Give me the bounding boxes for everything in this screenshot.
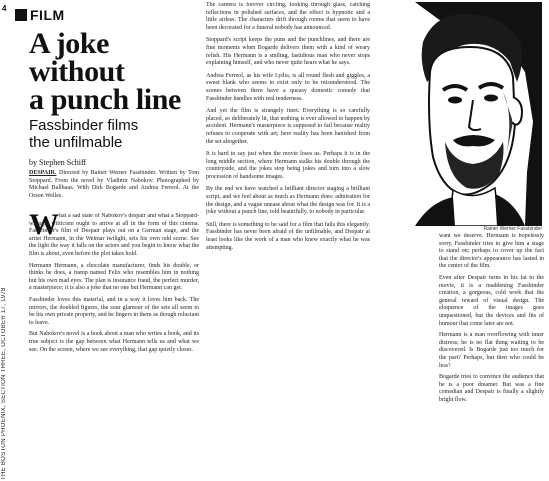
paragraph: It is hard to say just when the movie loses us. Perhaps it is in the long middle section, where Hermann stalks his double through the countryside, and the jokes stop being jokes and turn into a slow procession of handsome images. <box>206 151 370 180</box>
paragraph: Hermann Hermann, a chocolate manufacturer, finds his double, or thinks he does, a tramp named Felix who resembles him in nothing but his own mad eyes. The plan is insurance fraud, the perfect murder, a masterpiece; it is also a joke that no one but Hermann can get. <box>29 262 199 292</box>
film-credits <box>29 170 199 210</box>
paragraph: But Nabokov's novel is a book about a man who writes a book, and its true subject is the gap between what Hermann tells us and what we see. On the screen, where we see everything, that gap quietly closes. <box>29 331 199 353</box>
paragraph: Even after Despair turns in his fat to the movie, it is a maddening Fassbinder creation, a gorgeous, cold work that the general reward of visual design. The eloquence of the images goes unquestioned, but the devices and fits of humour that come later are not. <box>439 274 544 327</box>
deck-line-1: Fassbinder films <box>29 117 139 134</box>
paragraph: hat a sad state of Nabokov's despair and what a Stoppard-wrought witticism ought to arrive at all in the form of this cinema. Fassbinder's film of Despair plays out on a German stage, and the artist Hermann, in the Weimar twilight, sets his own odd scene. See the light the way it falls on the actors and you begin to know what the film is about, even before the plot takes hold. <box>29 213 199 257</box>
paragraph: want we deserve. Hermann is hopelessly sorry, Fassbinder tries to give him a stage to stand on; perhaps to cover up the fact that the director's appearance has lasted in the center of the film. <box>439 233 544 270</box>
paragraph: By the end we have watched a brilliant director staging a brilliant script, and we feel about as much as Hermann does: admiration for the design, and a vague unease about what the design was for. It is a joke without a punch line, told beautifully, to nobody in particular. <box>206 186 370 216</box>
deck <box>29 117 199 151</box>
credits-title: DESPAIR. <box>29 170 57 176</box>
paragraph: Fassbinder loves this material, and in a way it loves him back. The mirrors, the doubled figures, the sour glamour of the sets all seem to be his own private property, and he lingers in them as though reluctant to leave. <box>29 296 199 326</box>
paragraph: Bogarde tries to convince the audience that he is a poor dreamer. But was a fine comedian and Despair is finally a slightly bright flow. <box>439 374 544 403</box>
director-portrait-photo <box>375 2 542 226</box>
headline-line-3: a punch line <box>29 83 181 116</box>
headline-line-1: A joke <box>29 27 110 60</box>
page-number: 4 <box>2 4 7 13</box>
article-column-2 <box>206 2 370 478</box>
paragraph: Still, there is something to be said for a film that fails this elegantly. Fassbinder has never been afraid of the unfilmable, and Despair at least looks like the work of a man who knew exactly what he was attempting. <box>206 221 370 251</box>
deck-line-2: the unfilmable <box>29 134 123 151</box>
article-column-3 <box>439 233 544 478</box>
article-column-1 <box>29 208 199 475</box>
paragraph: Hermann is a man overflowing with inner distress; he is no flat thing waiting to be discovered. Is Bogarde just too much for the part? Perhaps, but then who could be less? <box>439 332 544 369</box>
paragraph: Stoppard's script keeps the puns and the punchlines, and there are fine moments when Bogarde delivers them with a kind of weary relish. His Hermann is a smiling, fastidious man who never stops explaining himself, and who never quite hears what he says. <box>206 37 370 67</box>
running-head: THE BOSTON PHOENIX, SECTION THREE, OCTOBER 17, 1978 <box>1 287 7 480</box>
headline-line-2: without <box>29 55 125 88</box>
headline <box>29 27 204 116</box>
section-label: FILM <box>30 7 65 23</box>
byline: by Stephen Schiff <box>29 158 87 167</box>
drop-cap: W <box>29 208 59 241</box>
photo-caption: Rainer Werner Fassbinder <box>483 226 542 232</box>
credits-text: Directed by Rainer Werner Fassbinder. Written by Tom Stoppard. From the novel by Vladimir Nabokov. Photographed by Michael Ballhaus. With Dirk Bogarde and Andrea Ferreol. At the Orson Welles. <box>29 170 199 199</box>
paragraph: And yet the film is strangely inert. Everything is so carefully placed, so deliberately lit, that nothing is ever allowed to happen by accident. Hermann's masterpiece is supposed to fail because reality refuses to cooperate with art; here reality has been banished from the set altogether. <box>206 108 370 145</box>
paragraph: Andrea Ferreol, as his wife Lydia, is all round flesh and giggles, a sweet blank who seems to exist only to be misunderstood. The scenes between them have a queasy domestic comedy that Fassbinder handles with real tenderness. <box>206 72 370 102</box>
paragraph: The camera is forever circling, looking through glass, catching reflections in polished surfaces, and the effect is hypnotic and a little airless. The characters drift through rooms that seem to have been decorated for a funeral nobody has announced. <box>206 2 370 31</box>
portrait-illustration <box>375 2 542 226</box>
section-marker <box>15 9 27 21</box>
